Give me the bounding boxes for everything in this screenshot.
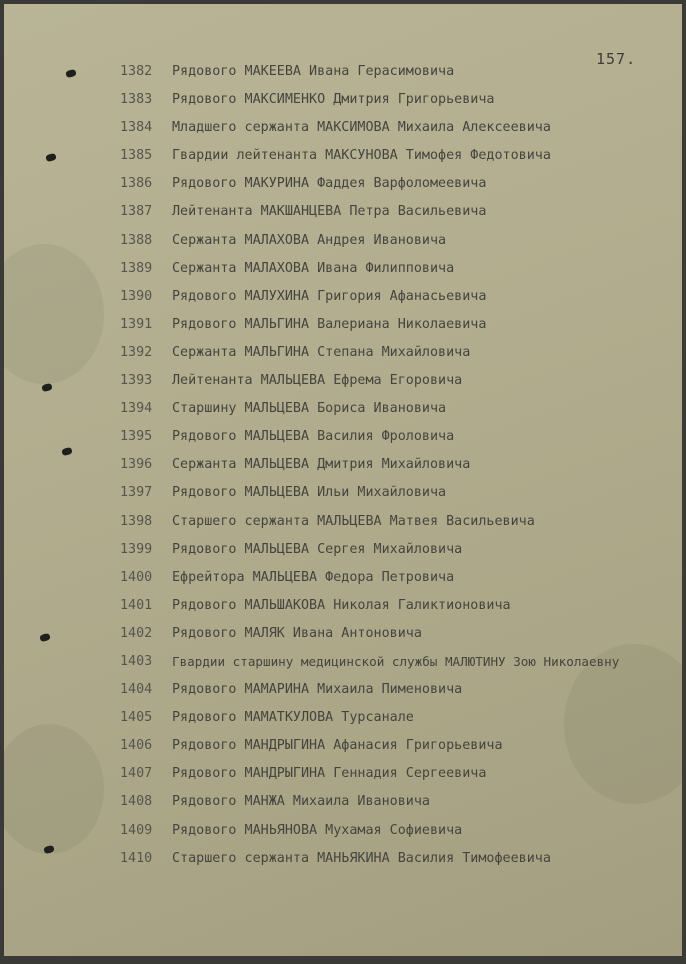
entry-text: Сержанта МАЛЬЦЕВА Дмитрия Михайловича: [172, 457, 471, 473]
entry-number: 1382: [120, 64, 153, 79]
entry-text: Рядового МАЛЬЦЕВА Василия Фроловича: [172, 429, 455, 445]
list-item: [4, 512, 682, 540]
entry-number: 1394: [120, 401, 153, 417]
entry-text: Рядового МАНЖА Михаила Ивановича: [172, 794, 430, 810]
list-item: [4, 708, 682, 736]
entry-text: Рядового МАКУРИНА Фаддея Варфоломеевича: [172, 176, 487, 192]
entry-text: Рядового МАКЕЕВА Ивана Герасимовича: [172, 64, 455, 79]
entry-text: Лейтенанта МАКШАНЦЕВА Петра Васильевича: [172, 204, 487, 220]
entry-number: 1405: [120, 710, 153, 726]
list-item: [4, 540, 682, 568]
list-item: [4, 287, 682, 315]
entry-text: Сержанта МАЛАХОВА Ивана Филипповича: [172, 260, 455, 276]
entry-text: Рядового МАНДРЫГИНА Афанасия Григорьевича: [172, 738, 503, 754]
list-item: [4, 343, 682, 371]
entry-number: 1397: [120, 485, 153, 501]
entry-text: Рядового МАЛЬГИНА Валериана Николаевича: [172, 316, 487, 332]
list-item: [4, 118, 682, 146]
entry-number: 1403: [120, 653, 153, 669]
list-item: [4, 371, 682, 399]
entry-text: Рядового МАЛЬЦЕВА Сергея Михайловича: [172, 541, 463, 557]
entry-text: Рядового МАЛУХИНА Григория Афанасьевича: [172, 288, 487, 304]
entry-number: 1401: [120, 597, 153, 613]
entry-number: 1383: [120, 92, 153, 108]
entry-number: 1391: [120, 316, 153, 332]
entry-number: 1396: [120, 457, 153, 473]
entry-number: 1389: [120, 260, 153, 276]
list-item: [4, 146, 682, 174]
entry-number: 1387: [120, 204, 153, 220]
list-item: [4, 568, 682, 596]
list-item: [4, 624, 682, 652]
entry-text: Рядового МАМАТКУЛОВА Турсанале: [172, 710, 414, 726]
list-item: [4, 680, 682, 708]
list-item: [4, 90, 682, 118]
list-item: [4, 736, 682, 764]
entry-number: 1402: [120, 625, 153, 641]
list-item: [4, 764, 682, 792]
list-item: [4, 202, 682, 230]
entry-number: 1409: [120, 822, 153, 838]
entry-number: 1386: [120, 176, 153, 192]
list-item: [4, 652, 682, 680]
list-item: [4, 62, 682, 90]
page-number: 157.: [596, 50, 637, 68]
entry-number: 1404: [120, 682, 153, 698]
list-item: [4, 259, 682, 287]
entry-number: 1388: [120, 232, 153, 248]
entry-text: Лейтенанта МАЛЬЦЕВА Ефрема Егоровича: [172, 373, 463, 389]
entry-text: Рядового МАЛЬЦЕВА Ильи Михайловича: [172, 485, 447, 501]
entry-text: Старшину МАЛЬЦЕВА Бориса Ивановича: [172, 401, 447, 417]
entry-number: 1392: [120, 344, 153, 360]
entry-number: 1384: [120, 120, 153, 136]
entry-text: Рядового МАКСИМЕНКО Дмитрия Григорьевича: [172, 92, 495, 108]
list-item: [4, 174, 682, 202]
entry-number: 1398: [120, 513, 153, 529]
list-item: [4, 315, 682, 343]
entry-number: 1406: [120, 738, 153, 754]
entry-text: Рядового МАНДРЫГИНА Геннадия Сергеевича: [172, 766, 487, 782]
entry-number: 1399: [120, 541, 153, 557]
entry-number: 1390: [120, 288, 153, 304]
entry-text: Рядового МАМАРИНА Михаила Пименовича: [172, 682, 463, 698]
list-item: [4, 455, 682, 483]
entry-text: Ефрейтора МАЛЬЦЕВА Федора Петровича: [172, 569, 455, 585]
entry-text: Старшего сержанта МАНЬЯКИНА Василия Тимофеевича: [172, 850, 551, 866]
entry-number: 1393: [120, 373, 153, 389]
entry-text: Сержанта МАЛАХОВА Андрея Ивановича: [172, 232, 447, 248]
entry-text: Рядового МАНЬЯНОВА Мухамая Софиевича: [172, 822, 463, 838]
entry-number: 1385: [120, 148, 153, 164]
entry-number: 1395: [120, 429, 153, 445]
list-item: [4, 399, 682, 427]
entry-text: Гвардии старшину медицинской службы МАЛЮТИНУ Зою Николаевну: [172, 653, 620, 669]
list-item: [4, 483, 682, 511]
entry-text: Старшего сержанта МАЛЬЦЕВА Матвея Васильевича: [172, 513, 535, 529]
list-item: [4, 821, 682, 849]
list-item: [4, 427, 682, 455]
list-item: [4, 849, 682, 877]
entry-text: Рядового МАЛЬШАКОВА Николая Галиктионовича: [172, 597, 511, 613]
list-item: [4, 231, 682, 259]
entry-list: [4, 62, 682, 877]
entry-number: 1400: [120, 569, 153, 585]
entry-number: 1407: [120, 766, 153, 782]
entry-number: 1410: [120, 850, 153, 866]
list-item: [4, 596, 682, 624]
document-page: [4, 4, 682, 956]
entry-text: Младшего сержанта МАКСИМОВА Михаила Алексеевича: [172, 120, 551, 136]
entry-text: Гвардии лейтенанта МАКСУНОВА Тимофея Федотовича: [172, 148, 551, 164]
list-item: [4, 792, 682, 820]
entry-text: Сержанта МАЛЬГИНА Степана Михайловича: [172, 344, 471, 360]
entry-text: Рядового МАЛЯК Ивана Антоновича: [172, 625, 422, 641]
entry-number: 1408: [120, 794, 153, 810]
